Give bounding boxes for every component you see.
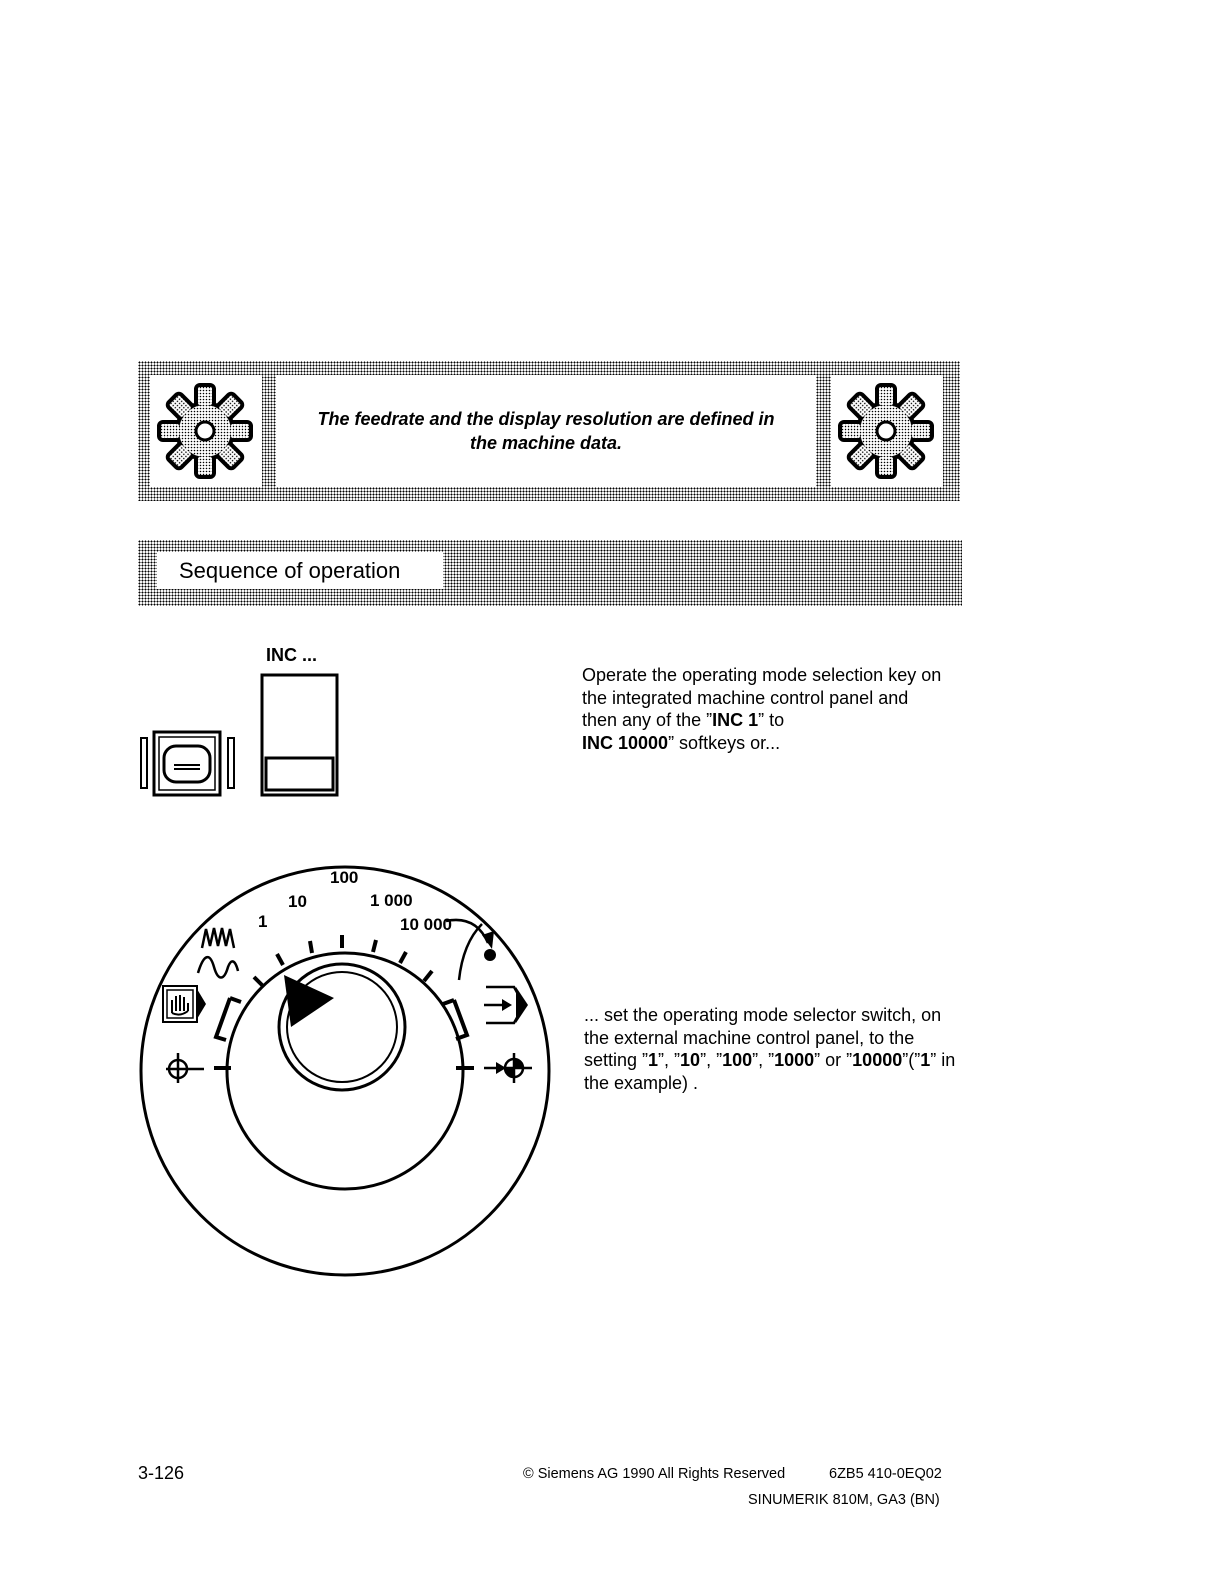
step2-bold-1: 1 [648,1050,659,1070]
note-gear-left [150,375,262,487]
step2-text-5: ” or ” [814,1050,853,1070]
step2-text-6: ”(” [902,1050,921,1070]
section-title: Sequence of operation [157,552,443,589]
step1-text-a: Operate the operating mode selection key on the integrated machine control panel and then any of the ” [582,665,942,730]
dial-label-100: 100 [330,868,359,887]
inc-key-label: INC ... [266,645,318,665]
step1-text-c: ” softkeys or... [668,732,781,753]
step2-text-7: ” in the example) . [584,1050,956,1093]
step2-text-1: ... set the operating mode selector switch, on the external machine control panel, to the setting ” [584,1005,942,1070]
inc-softkey[interactable] [262,675,337,795]
dial-label-1000: 1 000 [370,891,413,910]
step1-description [582,664,942,754]
dial-label-10000: 10 000 [400,915,452,934]
step2-text-4: ”, ” [752,1050,775,1070]
note-line-2: the machine data. [469,433,623,453]
product-line: SINUMERIK 810M, GA3 (BN) [748,1492,940,1508]
step2-bold-10000: 10000 [852,1050,903,1070]
mode-selection-key[interactable] [154,732,220,795]
step1-bold-inc1: INC 1 [712,710,759,730]
gear-icon [831,375,943,487]
step2-bold-example: 1 [920,1050,931,1070]
note-text [276,375,816,487]
order-number: 6ZB5 410-0EQ02 [829,1466,942,1482]
key-side-bar-left [141,738,147,788]
step2-bold-1000: 1000 [774,1050,815,1070]
note-gear-right [831,375,943,487]
mode-selector-dial [136,855,556,1300]
page-number: 3-126 [138,1463,185,1483]
key-side-bar-right [228,738,234,788]
step2-description [584,1004,964,1094]
step2-text-2: ”, ” [658,1050,681,1070]
dial-label-1: 1 [258,912,268,931]
step1-bold-inc10000: INC 10000 [582,732,669,753]
note-line-1: The feedrate and the display resolution are defined in [317,409,775,429]
gear-icon [150,375,262,487]
step1-text-b: ” to [758,710,785,730]
copyright: © Siemens AG 1990 All Rights Reserved [523,1466,786,1482]
step2-text-3: ”, ” [700,1050,723,1070]
step2-bold-100: 100 [722,1050,753,1070]
mode-key-illustration [136,668,346,800]
step2-bold-10: 10 [680,1050,701,1070]
dial-label-10: 10 [288,892,307,911]
